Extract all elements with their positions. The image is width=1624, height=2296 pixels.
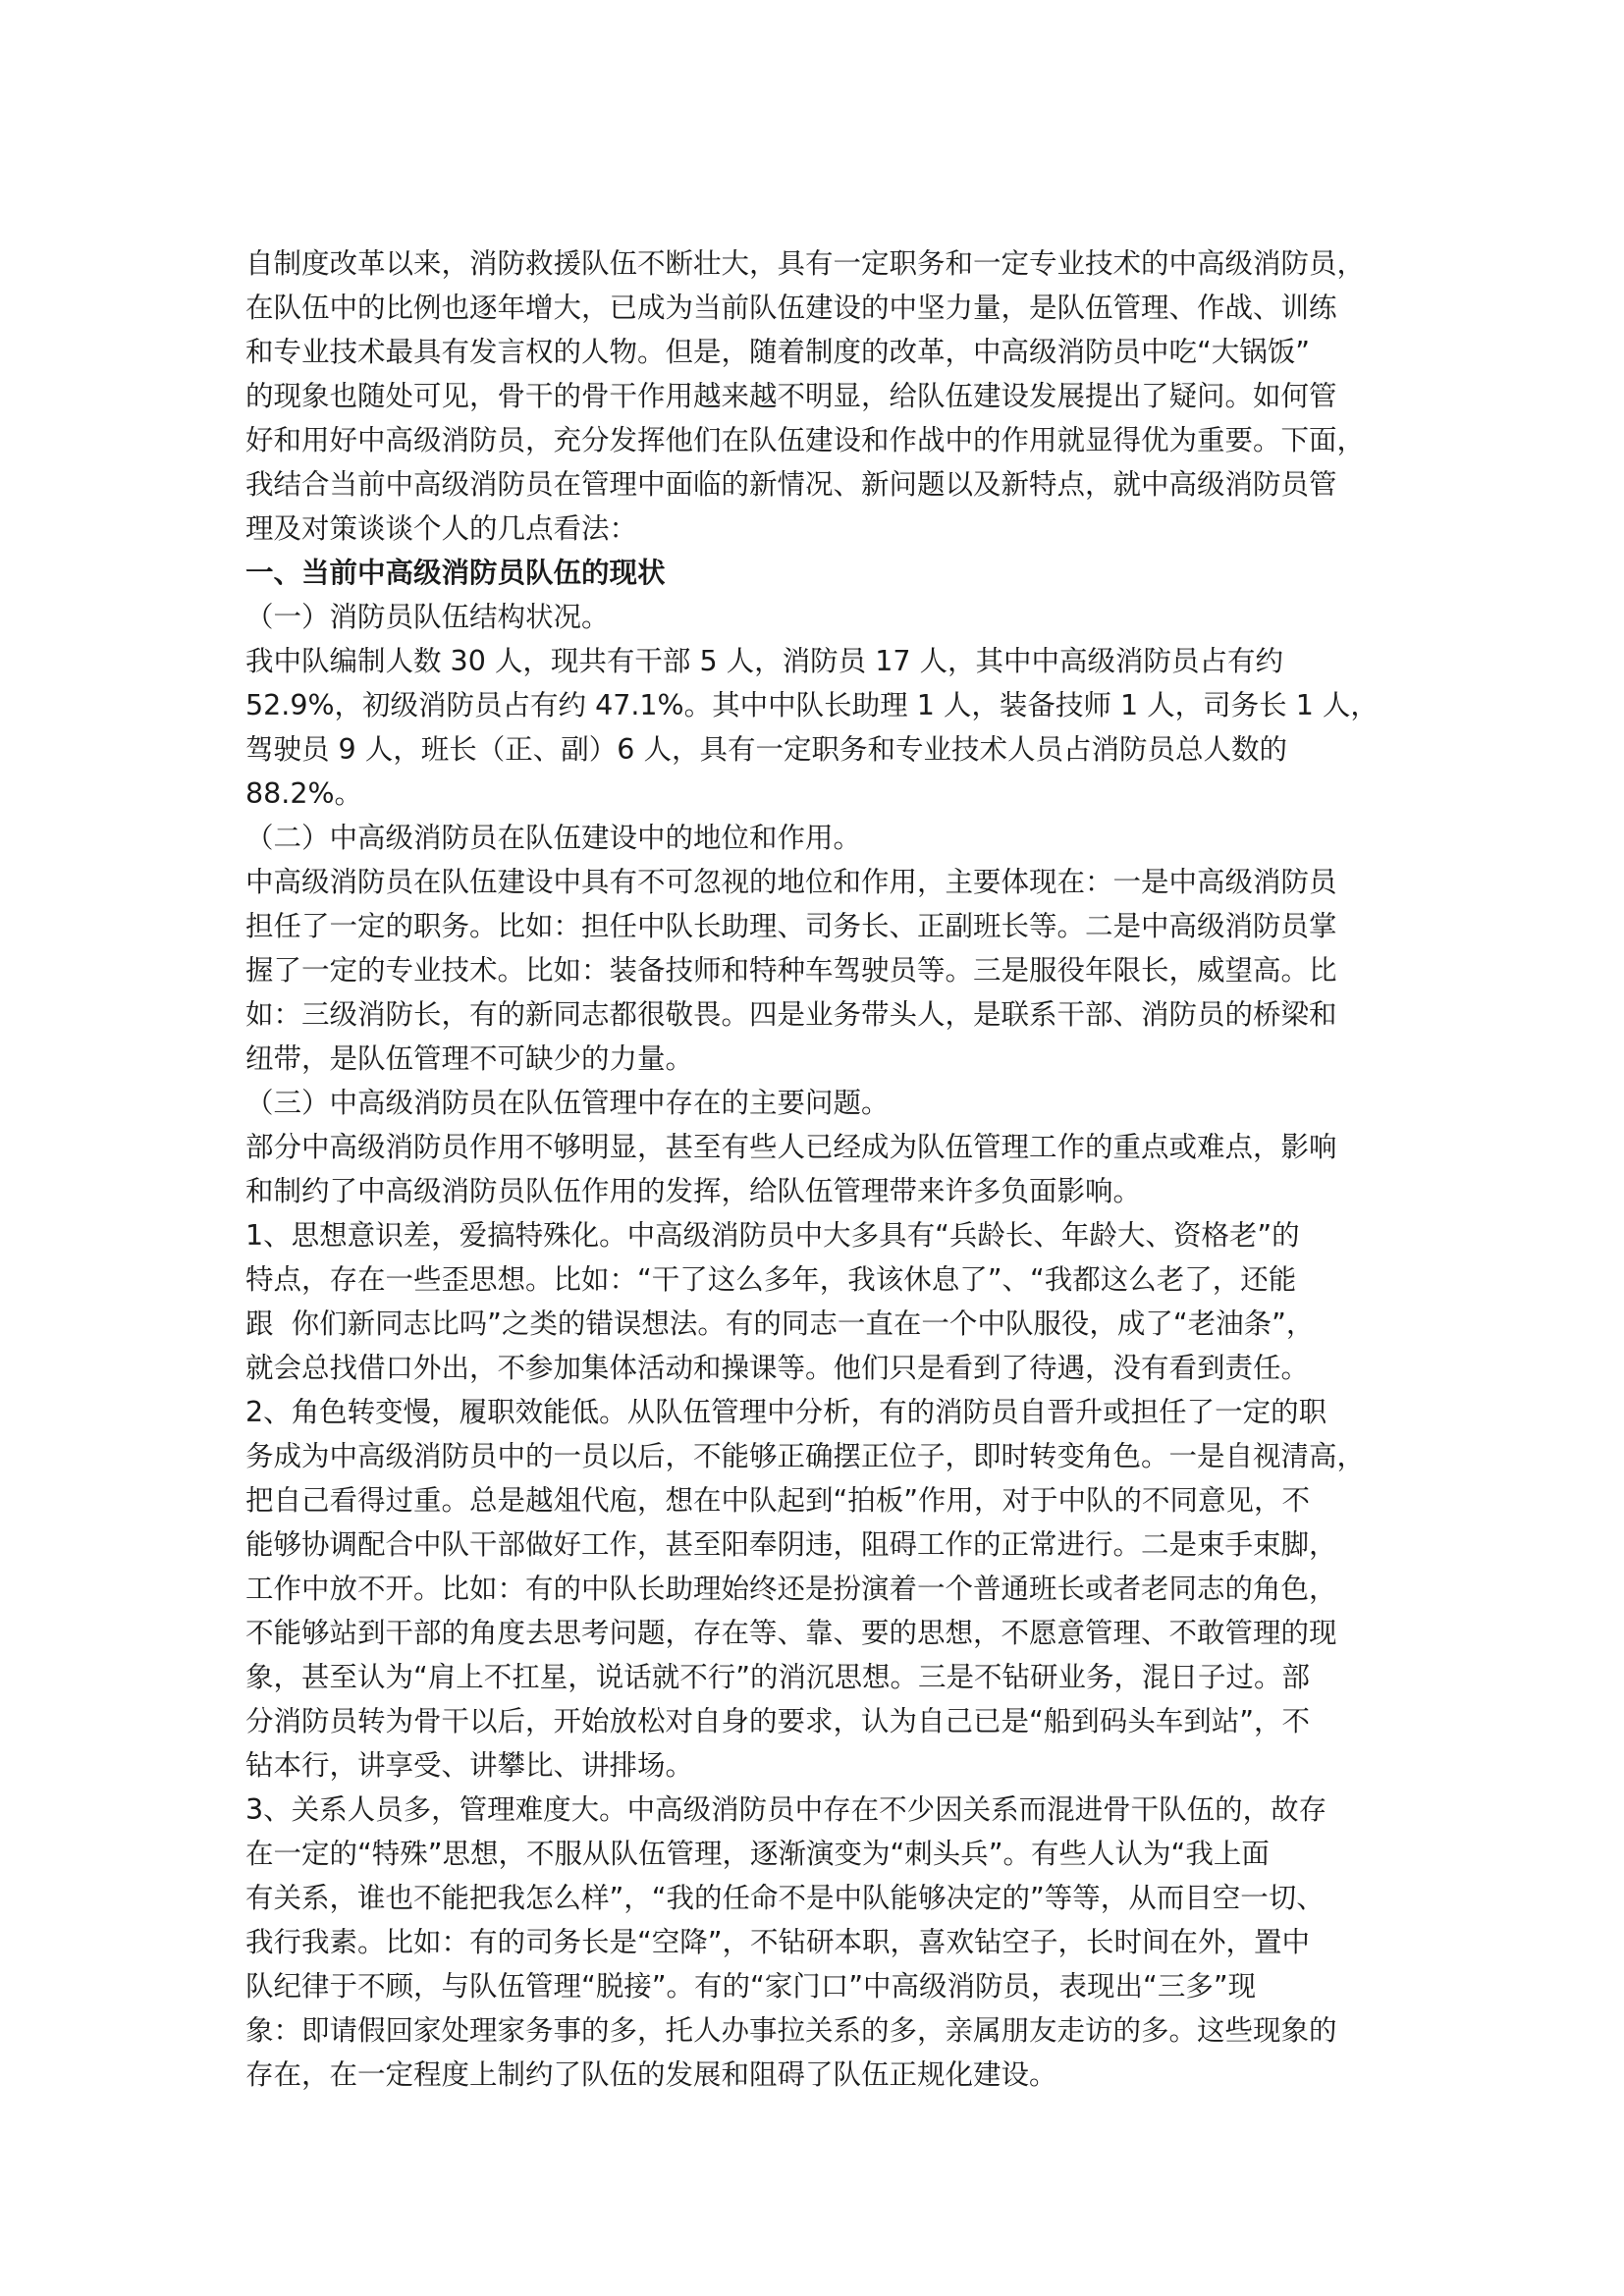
text-line: 队纪律于不顾，与队伍管理“脱接”。有的“家门口”中高级消防员，表现出“三多”现 — [245, 1970, 1257, 2002]
text-line: 2、角色转变慢，履职效能低。从队伍管理中分析，有的消防员自晋升或担任了一定的职 — [245, 1396, 1327, 1428]
text-line: 钻本行，讲享受、讲攀比、讲排场。 — [245, 1749, 694, 1782]
text-line: 52.9%，初级消防员占有约 47.1%。其中中队长助理 1 人，装备技师 1 人，司务长 1 人， — [245, 689, 1379, 721]
text-line: 象：即请假回家处理家务事的多，托人办事拉关系的多，亲属朋友走访的多。这些现象的 — [245, 2014, 1337, 2047]
text-line: 3、关系人员多，管理难度大。中高级消防员中存在不少因关系而混进骨干队伍的，故存 — [245, 1793, 1327, 1826]
text-line: 1、思想意识差，爱搞特殊化。中高级消防员中大多具有“兵龄长、年龄大、资格老”的 — [245, 1219, 1300, 1252]
text-line: 在一定的“特殊”思想，不服从队伍管理，逐渐演变为“刺头兵”。有些人认为“我上面 — [245, 1838, 1270, 1870]
text-line: 理及对策谈谈个人的几点看法： — [245, 512, 638, 545]
text-line: 和制约了中高级消防员队伍作用的发挥，给队伍管理带来许多负面影响。 — [245, 1175, 1142, 1207]
text-line: 能够协调配合中队干部做好工作，甚至阳奉阴违，阻碍工作的正常进行。二是束手束脚， — [245, 1528, 1337, 1561]
text-line: 不能够站到干部的角度去思考问题，存在等、靠、要的思想，不愿意管理、不敢管理的现 — [245, 1617, 1337, 1649]
text-line: （一）消防员队伍结构状况。 — [245, 601, 610, 633]
text-line: 握了一定的专业技术。比如：装备技师和特种车驾驶员等。三是服役年限长，威望高。比 — [245, 954, 1337, 987]
text-line: 我中队编制人数 30 人，现共有干部 5 人，消防员 17 人，其中中高级消防员占有约 — [245, 645, 1284, 677]
text-line: 自制度改革以来，消防救援队伍不断壮大，具有一定职务和一定专业技术的中高级消防员， — [245, 247, 1366, 280]
text-line: 分消防员转为骨干以后，开始放松对自身的要求，认为自己已是“船到码头车到站”，不 — [245, 1705, 1311, 1737]
text-line: 跟 你们新同志比吗”之类的错误想法。有的同志一直在一个中队服役，成了“老油条”， — [245, 1308, 1315, 1340]
text-line: 工作中放不开。比如：有的中队长助理始终还是扮演着一个普通班长或者老同志的角色， — [245, 1573, 1337, 1605]
text-line: 和专业技术最具有发言权的人物。但是，随着制度的改革，中高级消防员中吃“大锅饭” — [245, 336, 1311, 368]
text-line: 部分中高级消防员作用不够明显，甚至有些人已经成为队伍管理工作的重点或难点，影响 — [245, 1131, 1337, 1163]
text-line: 担任了一定的职务。比如：担任中队长助理、司务长、正副班长等。二是中高级消防员掌 — [245, 910, 1337, 942]
text-line: 有关系，谁也不能把我怎么样”，“我的任命不是中队能够决定的”等等，从而目空一切、 — [245, 1882, 1325, 1914]
document-body — [245, 241, 1404, 2097]
text-line: （二）中高级消防员在队伍建设中的地位和作用。 — [245, 822, 862, 854]
text-line: 特点，存在一些歪思想。比如：“干了这么多年，我该休息了”、“我都这么老了，还能 — [245, 1263, 1297, 1296]
text-line: （三）中高级消防员在队伍管理中存在的主要问题。 — [245, 1087, 890, 1119]
text-line: 中高级消防员在队伍建设中具有不可忽视的地位和作用，主要体现在：一是中高级消防员 — [245, 866, 1337, 898]
text-line: 88.2%。 — [245, 777, 363, 810]
text-line: 的现象也随处可见，骨干的骨干作用越来越不明显，给队伍建设发展提出了疑问。如何管 — [245, 380, 1337, 412]
text-line: 我结合当前中高级消防员在管理中面临的新情况、新问题以及新特点，就中高级消防员管 — [245, 468, 1337, 501]
text-line: 纽带，是队伍管理不可缺少的力量。 — [245, 1042, 694, 1075]
section-heading: 一、当前中高级消防员队伍的现状 — [245, 557, 666, 589]
text-line: 如：三级消防长，有的新同志都很敬畏。四是业务带头人，是联系干部、消防员的桥梁和 — [245, 998, 1337, 1031]
text-line: 驾驶员 9 人，班长（正、副）6 人，具有一定职务和专业技术人员占消防员总人数的 — [245, 733, 1287, 766]
text-line: 在队伍中的比例也逐年增大，已成为当前队伍建设的中坚力量，是队伍管理、作战、训练 — [245, 292, 1337, 324]
text-line: 象，甚至认为“肩上不扛星，说话就不行”的消沉思想。三是不钻研业务，混日子过。部 — [245, 1661, 1311, 1693]
text-line: 务成为中高级消防员中的一员以后，不能够正确摆正位子，即时转变角色。一是自视清高， — [245, 1440, 1366, 1472]
text-line: 存在，在一定程度上制约了队伍的发展和阻碍了队伍正规化建设。 — [245, 2058, 1057, 2091]
text-line: 好和用好中高级消防员，充分发挥他们在队伍建设和作战中的作用就显得优为重要。下面， — [245, 424, 1366, 456]
text-line: 就会总找借口外出，不参加集体活动和操课等。他们只是看到了待遇，没有看到责任。 — [245, 1352, 1310, 1384]
text-line: 我行我素。比如：有的司务长是“空降”，不钻研本职，喜欢钻空子，长时间在外，置中 — [245, 1926, 1311, 1958]
text-line: 把自己看得过重。总是越俎代庖，想在中队起到“拍板”作用，对于中队的不同意见，不 — [245, 1484, 1311, 1517]
